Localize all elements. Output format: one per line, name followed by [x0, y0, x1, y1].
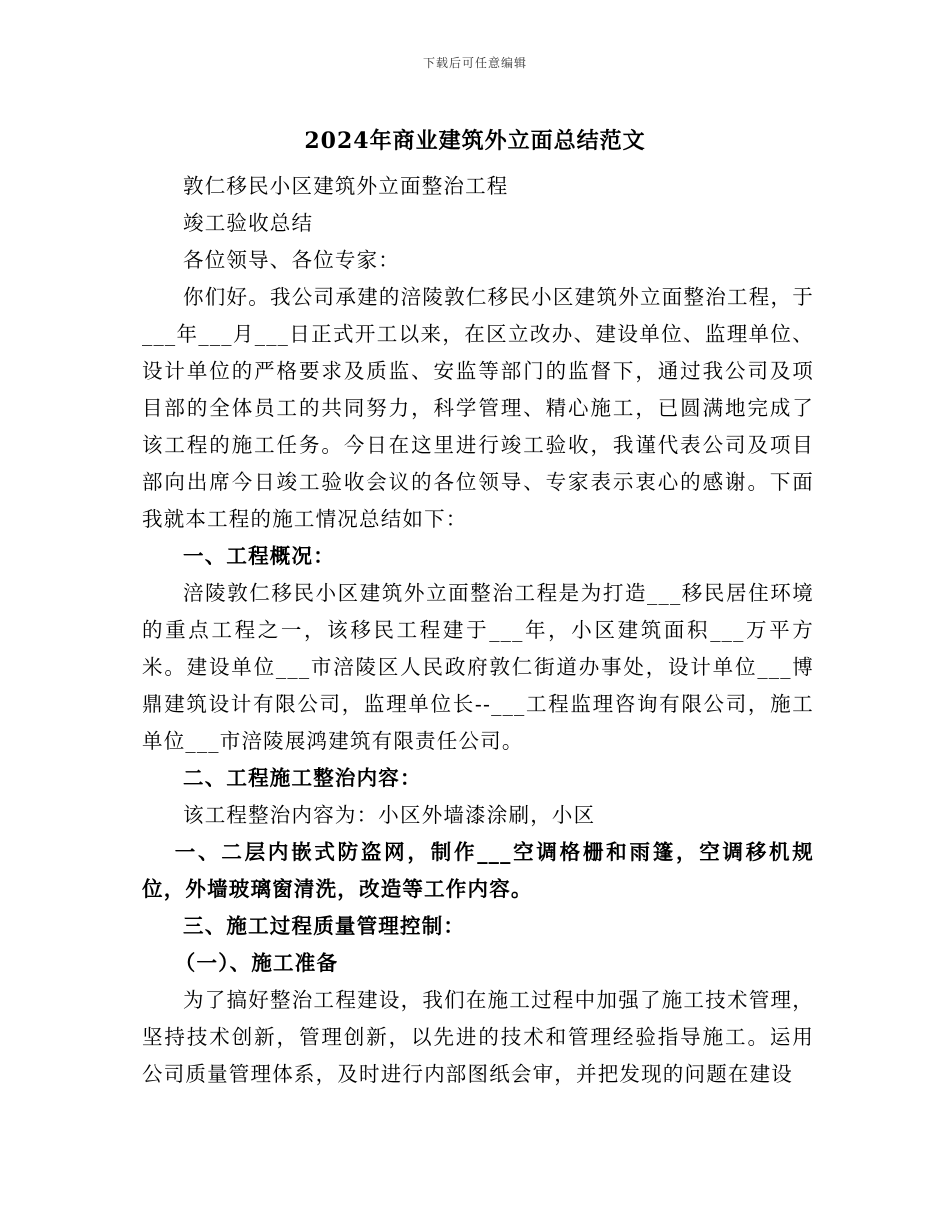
paragraph-project-name: 敦仁移民小区建筑外立面整治工程	[183, 174, 509, 198]
paragraph-overview: 涪陵敦仁移民小区建筑外立面整治工程是为打造___移民居住环境的重点工程之一，该移民工程建于___年，小区建筑面积___万平方米。建设单位___市涪陵区人民政府敦仁街道办事处，设计单位___博鼎建筑设计有限公司，监理单位长--___工程监理咨询有限公司，施工单位___市涪陵展鸿建筑有限责任公司。	[142, 581, 814, 753]
paragraph-content-bold: 一、二层内嵌式防盗网，制作___空调格栅和雨篷，空调移机规位，外墙玻璃窗清洗，改造等工作内容。	[142, 840, 814, 901]
header-note: 下载后可任意编辑	[422, 56, 527, 70]
paragraph-preparation: 为了搞好整治工程建设，我们在施工过程中加强了施工技术管理，坚持技术创新，管理创新，以先进的技术和管理经验指导施工。运用公司质量管理体系，及时进行内部图纸会审，并把发现的问题在建设	[142, 988, 814, 1086]
heading-preparation: （一）、施工准备	[174, 951, 339, 975]
document-body	[142, 168, 814, 1093]
heading-content: 二、工程施工整治内容：	[183, 766, 422, 790]
document-title: 2024年商业建筑外立面总结范文	[304, 128, 646, 154]
paragraph-salutation: 各位领导、各位专家：	[183, 248, 400, 272]
paragraph-intro: 你们好。我公司承建的涪陵敦仁移民小区建筑外立面整治工程，于___年___月___日正式开工以来，在区立改办、建设单位、监理单位、设计单位的严格要求及质监、安监等部门的监督下，通过我公司及项目部的全体员工的共同努力，科学管理、精心施工，已圆满地完成了该工程的施工任务。今日在这里进行竣工验收，我谨代表公司及项目部向出席今日竣工验收会议的各位领导、专家表示衷心的感谢。下面我就本工程的施工情况总结如下：	[142, 285, 814, 531]
heading-overview: 一、工程概况：	[183, 544, 335, 568]
paragraph-summary-title: 竣工验收总结	[183, 211, 314, 235]
heading-quality-control: 三、施工过程质量管理控制：	[183, 914, 466, 938]
paragraph-content: 该工程整治内容为：小区外墙漆涂刷，小区	[183, 803, 596, 827]
